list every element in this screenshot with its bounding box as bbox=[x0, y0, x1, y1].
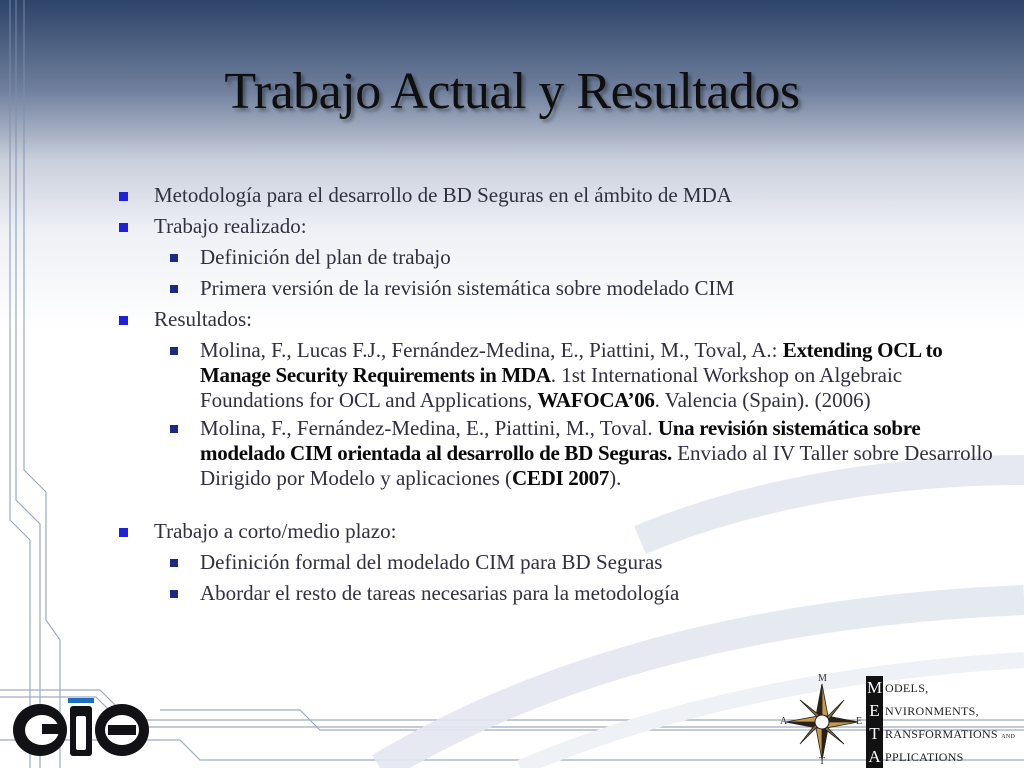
meta-initial: M bbox=[866, 678, 883, 697]
meta-word: PPLICATIONS bbox=[885, 750, 964, 764]
sub-bullet-text: Definición del plan de trabajo bbox=[200, 245, 451, 269]
bullet-text: Trabajo a corto/medio plazo: bbox=[154, 519, 397, 543]
sub-bullet-text: Definición formal del modelado CIM para BD Seguras bbox=[200, 550, 663, 574]
meta-initial: T bbox=[866, 722, 883, 745]
sub-bullet-item bbox=[116, 547, 1006, 578]
meta-word: NVIRONMENTS, bbox=[885, 704, 979, 718]
bullet-text: Resultados: bbox=[154, 307, 252, 331]
sub-bullet-square-icon bbox=[170, 347, 178, 355]
compass-west-label: A bbox=[780, 716, 788, 727]
compass-east-label: E bbox=[856, 716, 863, 727]
sub-bullet-text: Abordar el resto de tareas necesarias para la metodología bbox=[200, 581, 680, 605]
bullet-item bbox=[116, 180, 1006, 211]
sub-bullet-item bbox=[116, 578, 1006, 609]
meta-word bbox=[885, 727, 1015, 742]
slide-title: Trabajo Actual y Resultados bbox=[224, 63, 800, 120]
reference-venue: CEDI 2007 bbox=[512, 466, 610, 490]
meta-row bbox=[866, 745, 1024, 768]
sub-bullet-item bbox=[116, 273, 1006, 304]
reference-tail: . Valencia (Spain). (2006) bbox=[654, 388, 871, 412]
bullet-item bbox=[116, 304, 1006, 335]
reference-authors: Molina, F., Fernández-Medina, E., Piattini, M., Toval. bbox=[200, 416, 658, 440]
bullet-item bbox=[116, 516, 1006, 547]
sub-bullet-square-icon bbox=[170, 559, 178, 567]
spacer bbox=[116, 494, 1006, 516]
sub-bullet-square-icon bbox=[170, 425, 178, 433]
reference-item bbox=[116, 338, 1006, 413]
reference-venue: WAFOCA’06 bbox=[537, 388, 655, 412]
bullet-square-icon bbox=[119, 528, 128, 537]
bullet-square-icon bbox=[119, 223, 128, 232]
meta-word: ODELS, bbox=[885, 681, 929, 695]
compass-south-label: T bbox=[819, 756, 826, 767]
reference-item bbox=[116, 416, 1006, 491]
meta-initial: E bbox=[866, 699, 883, 722]
gis-logo bbox=[12, 696, 150, 760]
reference-details: . 1st International Workshop on Algebraic Foundations for OCL and Applications, bbox=[200, 363, 903, 412]
meta-word-text: RANSFORMATIONS bbox=[885, 727, 998, 741]
reference-details: Enviado al IV Taller sobre Desarrollo Dirigido por Modelo y aplicaciones ( bbox=[200, 441, 993, 490]
meta-row bbox=[866, 676, 1024, 699]
compass-north-label: M bbox=[818, 673, 827, 684]
reference-authors: Molina, F., Lucas F.J., Fernández-Medina, E., Piattini, M., Toval, A.: bbox=[200, 338, 783, 362]
sub-bullet-square-icon bbox=[170, 590, 178, 598]
reference-tail: ). bbox=[609, 466, 622, 490]
meta-row bbox=[866, 699, 1024, 722]
bullet-square-icon bbox=[119, 316, 128, 325]
reference-title: Una revisión sistemática sobre modelado CIM orientada al desarrollo de BD Seguras. bbox=[200, 416, 921, 465]
reference-title: Extending OCL to Manage Security Requirements in MDA bbox=[200, 338, 943, 387]
sub-bullet-item bbox=[116, 242, 1006, 273]
compass-rose-icon bbox=[778, 676, 866, 768]
bullet-square-icon bbox=[119, 192, 128, 201]
sub-bullet-square-icon bbox=[170, 285, 178, 293]
bullet-text: Trabajo realizado: bbox=[154, 214, 307, 238]
bullet-item bbox=[116, 211, 1006, 242]
bullet-list bbox=[116, 180, 1006, 609]
compass-rose-logo bbox=[778, 673, 866, 768]
meta-logo bbox=[866, 676, 1024, 768]
meta-row bbox=[866, 722, 1024, 745]
sub-bullet-square-icon bbox=[170, 254, 178, 262]
meta-initial: A bbox=[866, 745, 883, 768]
bullet-text: Metodología para el desarrollo de BD Seguras en el ámbito de MDA bbox=[154, 183, 732, 207]
sub-bullet-text: Primera versión de la revisión sistemática sobre modelado CIM bbox=[200, 276, 735, 300]
meta-word-and: AND bbox=[1001, 734, 1016, 740]
